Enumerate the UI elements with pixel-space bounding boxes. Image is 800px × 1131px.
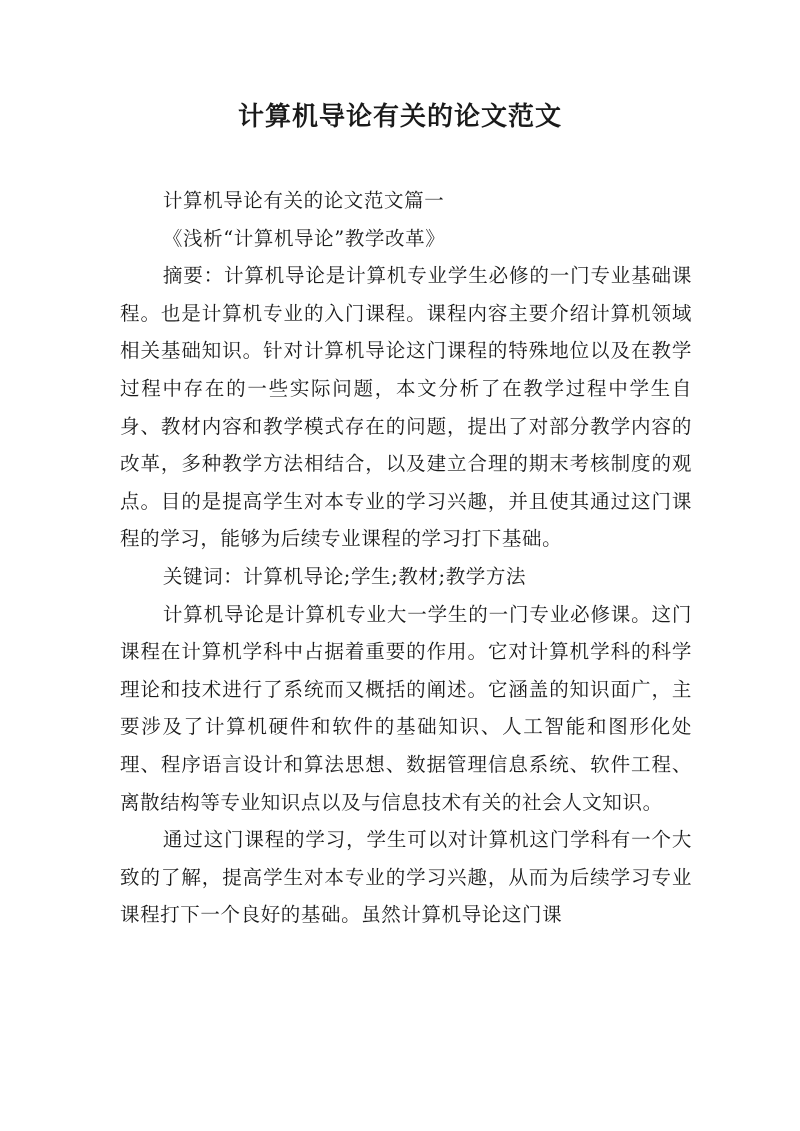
article-heading: 计算机导论有关的论文范文篇一 bbox=[162, 189, 445, 212]
document-body bbox=[120, 182, 692, 934]
document-title: 计算机导论有关的论文范文 bbox=[237, 102, 562, 132]
body-paragraph: 通过这门课程的学习，学生可以对计算机这门学科有一个大致的了解，提高学生对本专业的学习兴趣，从而为后续学习专业课程打下一个良好的基础。虽然计算机导论这门课 bbox=[120, 828, 692, 927]
abstract-paragraph: 摘要：计算机导论是计算机专业学生必修的一门专业基础课程。也是计算机专业的入门课程。课程内容主要介绍计算机领域相关基础知识。针对计算机导论这门课程的特殊地位以及在教学过程中存在的一些实际问题，本文分析了在教学过程中学生自身、教材内容和教学模式存在的问题，提出了对部分教学内容的改革，多种教学方法相结合，以及建立合理的期末考核制度的观点。目的是提高学生对本专业的学习兴趣，并且使其通过这门课程的学习，能够为后续专业课程的学习打下基础。 bbox=[120, 264, 692, 551]
keywords-paragraph: 关键词：计算机导论;学生;教材;教学方法 bbox=[162, 564, 527, 588]
article-subtitle: 《浅析“计算机导论”教学改革》 bbox=[162, 226, 446, 250]
body-paragraph: 计算机导论是计算机专业大一学生的一门专业必修课。这门课程在计算机学科中占据着重要的作用。它对计算机学科的科学理论和技术进行了系统而又概括的阐述。它涵盖的知识面广，主要涉及了计算机硬件和软件的基础知识、人工智能和图形化处理、程序语言设计和算法思想、数据管理信息系统、软件工程、离散结构等专业知识点以及与信息技术有关的社会人文知识。 bbox=[120, 602, 692, 814]
